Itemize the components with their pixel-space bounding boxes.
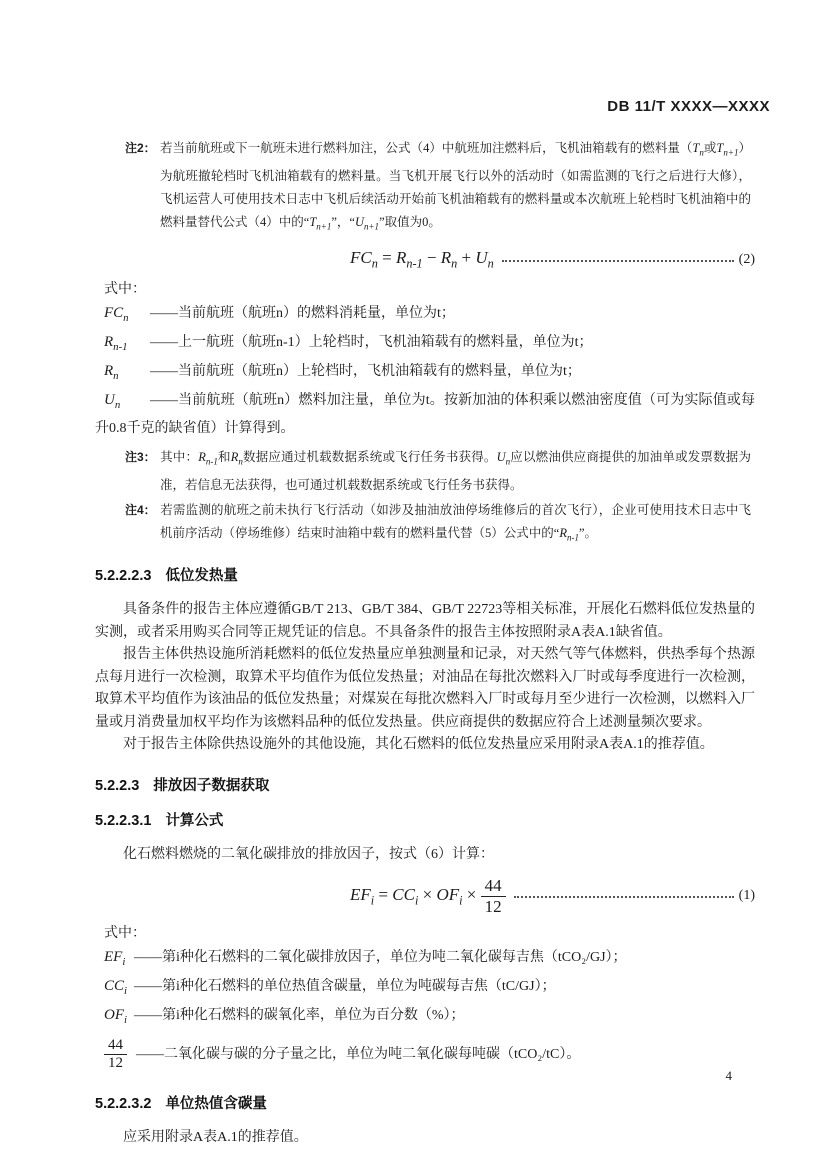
symbol-ofi: $OF_i$ (104, 1007, 127, 1026)
symbol-cci: $CC_i$ (104, 978, 128, 997)
symbol-fcn-desc: ——当前航班（航班n）的燃料消耗量，单位为t； (150, 306, 455, 321)
paragraph-ef-intro: 化石燃料燃烧的二氧化碳排放的排放因子，按式（6）计算： (123, 846, 494, 862)
note-4-label: 注4： (125, 502, 156, 517)
section-number: 5.2.2.2.3 (95, 568, 152, 584)
note-3 (95, 446, 751, 497)
symbol-definition-ofi (95, 1003, 755, 1032)
section-heading-ef (95, 776, 755, 796)
symbol-4412-desc: ——二氧化碳与碳的分子量之比，单位为吨二氧化碳每吨碳（tCO₂/tC）。 (136, 1046, 581, 1062)
section-title: 计算公式 (165, 812, 224, 829)
symbol-un-desc: ——当前航班（航班n）燃料加注量，单位为t。按新加油的体积乘以燃油密度值（可为实际值或每升0.8千克的缺省值）计算得到。 (95, 393, 755, 436)
formula-1-row (95, 873, 755, 919)
paragraph-lhv-2: 报告主体供热设施所消耗燃料的低位发热量应单独测量和记录，对天然气等气体燃料，供热季每个热源点每月进行一次检测，取算术平均值作为低位发热量；对油品在每批次燃料入厂时或每季度进行一次检测，取算术平均值作为该油品的低位发热量；对煤炭在每批次燃料入厂时或每月至少进行一次检测，以燃料入厂量或月消费量加权平均作为该燃料品种的低位发热量。供应商提供的数据应符合上述测量频次要求。 (95, 647, 755, 730)
page-number: 4 (725, 1068, 732, 1083)
paragraph-cc: 应采用附录A表A.1的推荐值。 (123, 1129, 308, 1145)
symbol-definition-efi (95, 945, 755, 974)
section-number: 5.2.2.3.2 (95, 1095, 152, 1112)
note-3-label: 注3： (125, 450, 156, 464)
note-4-text: 若需监测的航班之前未执行飞行活动（如涉及抽油放油停场维修后的首次飞行），企业可使用技术日志中飞机前序活动（停场维修）结束时油箱中载有的燃料量代替（5）公式中的“$R_{n-1}$”。 (160, 502, 751, 542)
doc-code-header: DB 11/T XXXX—XXXX (607, 98, 770, 115)
symbol-4412: $\frac{44}{12}$ (104, 1037, 134, 1073)
symbol-efi: $EF_i$ (104, 949, 126, 968)
section-number: 5.2.2.3 (95, 777, 140, 794)
symbol-definition-rn (95, 359, 755, 388)
symbol-rn1-desc: ——上一航班（航班n-1）上轮档时，飞机油箱载有的燃料量，单位为t； (150, 335, 593, 350)
symbol-rn-desc: ——当前航班（航班n）上轮档时，飞机油箱载有的燃料量，单位为t； (150, 364, 581, 379)
section-heading-cc (95, 1094, 755, 1114)
section-title: 低位发热量 (165, 568, 238, 584)
formula-1-equation: $EF_i = CC_i \times OF_i$ × $\frac{44}{12}$ (350, 876, 506, 916)
where-intro-2: 式中： (104, 926, 146, 941)
symbol-definition-4412 (95, 1037, 755, 1073)
symbol-definition-cci (95, 974, 755, 1003)
where-intro-1: 式中： (104, 282, 146, 297)
symbol-definition-un (95, 388, 755, 441)
symbol-un: $U_n$ (104, 392, 121, 411)
symbol-rn: $R_n$ (104, 363, 119, 382)
note-2-text: 若当前航班或下一航班未进行燃料加注，公式（4）中航班加注燃料后，飞机油箱载有的燃料量（$T_n$或$T_{n+1}$）为航班撤轮档时飞机油箱载有的燃料量。当飞机开展飞行以外的活动时（如需监测的飞行之后进行大修），飞机运营人可使用技术日志中飞机后续活动开始前飞机油箱载有的燃料量或本次航班上轮档时飞机油箱中的燃料量替代公式（4）中的“$T_{n+1}$”，“$U_{n+1}$”取值为0。 (160, 141, 751, 231)
symbol-definition-fcn (95, 301, 755, 330)
symbol-efi-desc: ——第i种化石燃料的二氧化碳排放因子，单位为吨二氧化碳每吉焦（tCO₂/GJ）； (134, 950, 627, 965)
paragraph-lhv-1: 具备条件的报告主体应遵循GB/T 213、GB/T 384、GB/T 22723等相关标准，开展化石燃料低位发热量的实测，或者采用购买合同等正规凭证的信息。不具备条件的报告主体按照附录A表A.1缺省值。 (95, 602, 755, 640)
formula-2-row (95, 245, 755, 275)
section-heading-ef-calc (95, 811, 755, 831)
formula-2-equation: $FC_n = R_{n-1} - R_n + U_n$ (350, 248, 494, 271)
note-3-text: 其中：$R_{n-1}$和$R_n$数据应通过机载数据系统或飞行任务书获得。$U_n$应以燃油供应商提供的加油单或发票数据为准，若信息无法获得，也可通过机载数据系统或飞行任务书获得。 (160, 450, 751, 492)
formula-2-number: (2) (738, 252, 755, 267)
symbol-cci-desc: ——第i种化石燃料的单位热值含碳量，单位为吨碳每吉焦（tC/GJ）； (134, 979, 556, 994)
symbol-definition-rn1 (95, 330, 755, 359)
symbol-rn1: $R_{n-1}$ (104, 334, 128, 353)
section-heading-lhv (95, 566, 755, 586)
paragraph-lhv-3: 对于报告主体除供热设施外的其他设施，其化石燃料的低位发热量应采用附录A表A.1的推荐值。 (123, 737, 714, 752)
note-2 (95, 137, 751, 238)
note-4 (95, 499, 751, 550)
symbol-ofi-desc: ——第i种化石燃料的碳氧化率，单位为百分数（%）； (134, 1008, 465, 1023)
dot-leader (502, 258, 734, 262)
symbol-fcn: $FC_n$ (104, 305, 129, 324)
section-title: 单位热值含碳量 (165, 1095, 267, 1112)
dot-leader (514, 894, 734, 898)
formula-1-number: (1) (738, 888, 755, 903)
section-title: 排放因子数据获取 (153, 777, 270, 794)
section-number: 5.2.2.3.1 (95, 812, 152, 829)
note-2-label: 注2： (125, 141, 156, 155)
